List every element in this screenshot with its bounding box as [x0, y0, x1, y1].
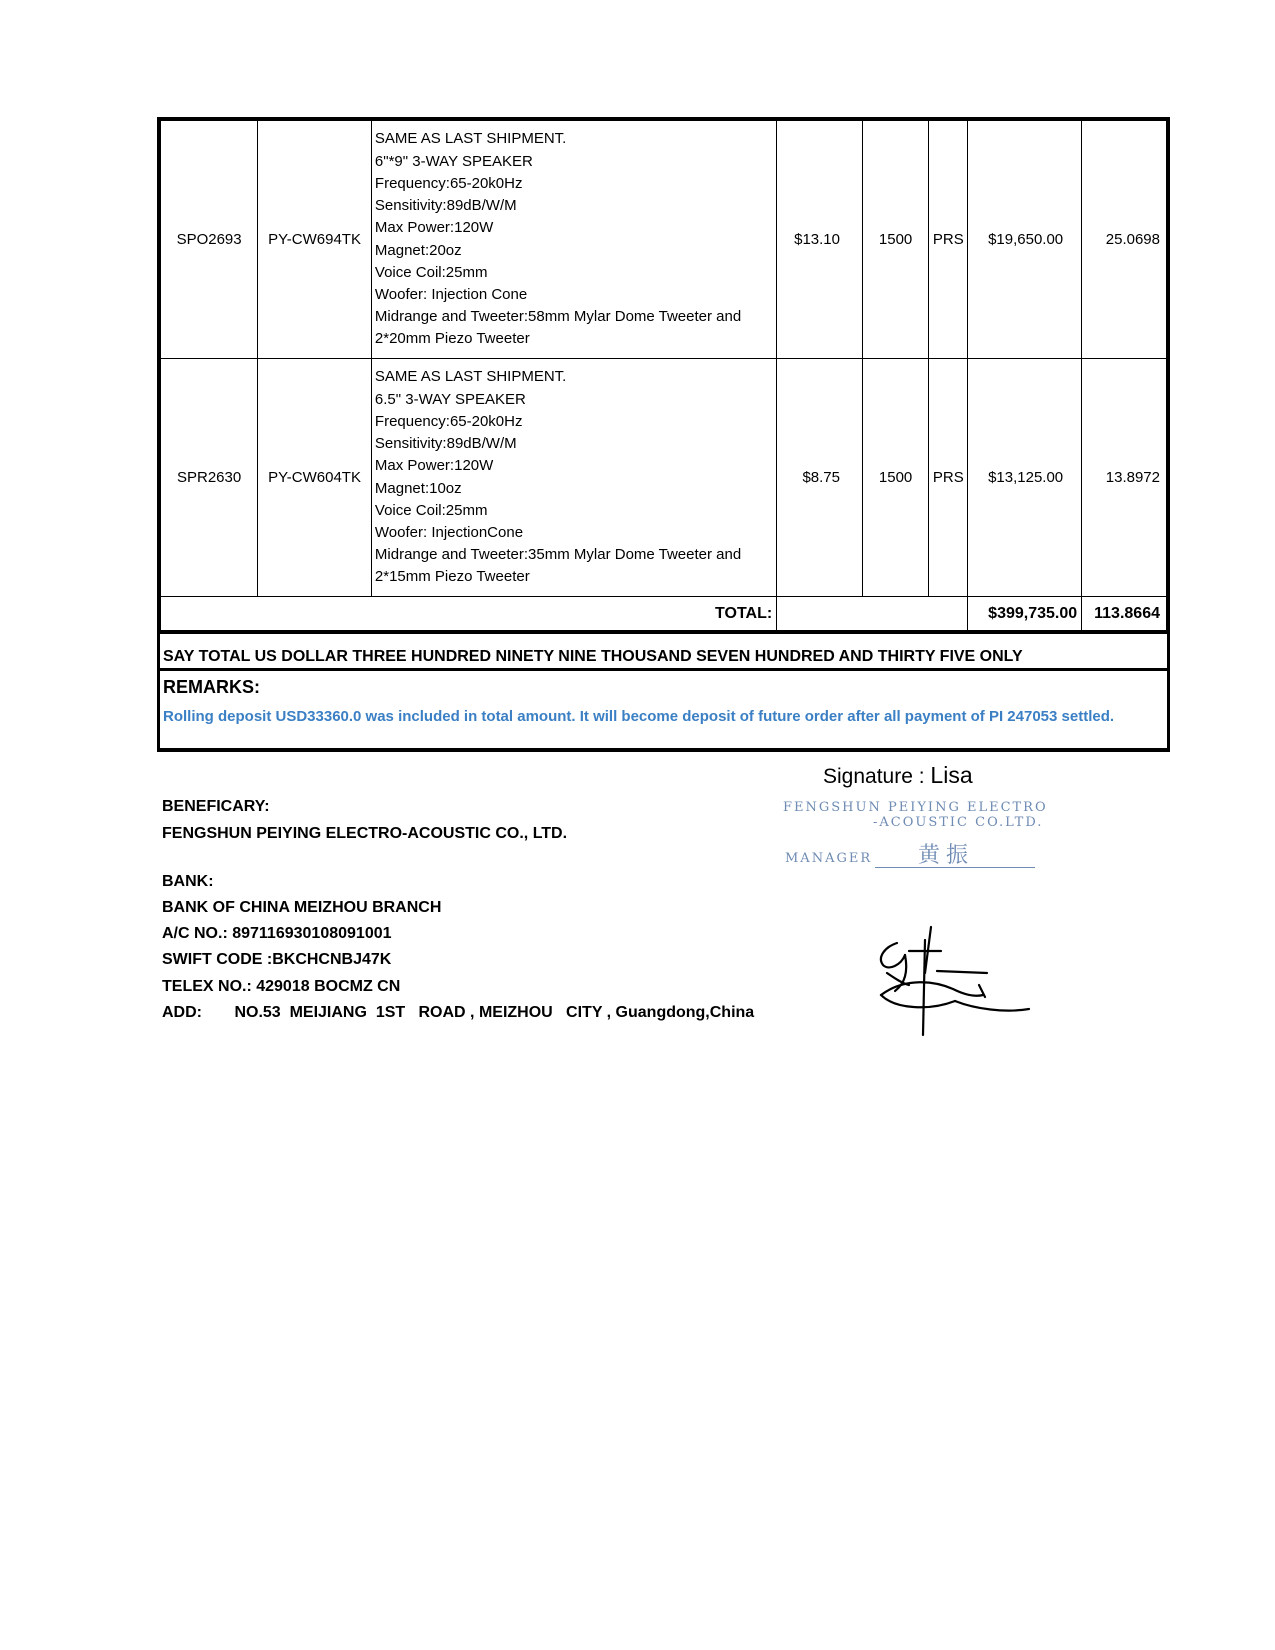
- remarks-title: REMARKS:: [163, 677, 260, 697]
- items-table: [160, 120, 1167, 631]
- address-label: ADD:: [162, 1004, 202, 1021]
- description-line: SAME AS LAST SHIPMENT.: [374, 368, 567, 386]
- description-line: Max Power:120W: [374, 457, 494, 475]
- signature-label: [823, 762, 973, 789]
- description-line: Max Power:120W: [374, 219, 494, 237]
- bank-address: [162, 1004, 754, 1022]
- bank-title: BANK:: [162, 873, 214, 890]
- amount: $13,125.00: [968, 359, 1082, 597]
- description-line: Voice Coil:25mm: [374, 501, 488, 519]
- stamp-manager: MANAGER: [785, 851, 873, 866]
- total-label: TOTAL:: [161, 597, 777, 631]
- stamp-line-2: -ACOUSTIC CO.LTD.: [873, 815, 1044, 830]
- total-spacer: [777, 597, 968, 631]
- bank-name: BANK OF CHINA MEIZHOU BRANCH: [162, 899, 442, 916]
- table-row: [161, 121, 1167, 359]
- model-number: PY-CW604TK: [258, 359, 372, 597]
- table-row: [161, 359, 1167, 597]
- amount: $19,650.00: [968, 121, 1082, 359]
- description-line: Frequency:65-20k0Hz: [374, 412, 523, 430]
- description-line: Woofer: InjectionCone: [374, 523, 524, 541]
- weight: 25.0698: [1082, 121, 1167, 359]
- description-line: Voice Coil:25mm: [374, 263, 488, 281]
- beneficiary-title: BENEFICARY:: [162, 798, 270, 815]
- total-weight: 113.8664: [1082, 597, 1167, 631]
- item-description: [371, 121, 776, 359]
- description-line: 6.5" 3-WAY SPEAKER: [374, 390, 526, 408]
- stamp-chop: 黄振: [918, 843, 975, 868]
- bank-swift: SWIFT CODE :BKCHCNBJ47K: [162, 951, 392, 968]
- description-line: Midrange and Tweeter:58mm Mylar Dome Tweeter and: [374, 308, 742, 326]
- weight: 13.8972: [1082, 359, 1167, 597]
- quantity: 1500: [863, 359, 929, 597]
- stamp-line-1: FENGSHUN PEIYING ELECTRO: [783, 800, 1048, 815]
- description-line: Magnet:20oz: [374, 241, 462, 259]
- quantity: 1500: [863, 121, 929, 359]
- company-stamp: [783, 800, 1048, 870]
- item-description: [371, 359, 776, 597]
- description-line: Sensitivity:89dB/W/M: [374, 435, 517, 453]
- signature-name: Lisa: [930, 762, 973, 788]
- description-line: SAME AS LAST SHIPMENT.: [374, 130, 567, 148]
- model-number: PY-CW694TK: [258, 121, 372, 359]
- bank-account: A/C NO.: 897116930108091001: [162, 925, 392, 942]
- total-row: [161, 597, 1167, 631]
- item-rows: [161, 121, 1167, 631]
- remarks-section: [160, 668, 1167, 748]
- unit: PRS: [929, 121, 968, 359]
- items-table-container: [157, 117, 1170, 752]
- unit: PRS: [929, 359, 968, 597]
- description-line: Frequency:65-20k0Hz: [374, 174, 523, 192]
- item-number: SPO2693: [161, 121, 258, 359]
- description-line: Magnet:10oz: [374, 479, 462, 497]
- say-total: SAY TOTAL US DOLLAR THREE HUNDRED NINETY NINE THOUSAND SEVEN HUNDRED AND THIRTY FIVE ONLY: [160, 631, 1167, 668]
- unit-price: $8.75: [777, 359, 863, 597]
- description-line: Midrange and Tweeter:35mm Mylar Dome Tweeter and: [374, 546, 742, 564]
- item-number: SPR2630: [161, 359, 258, 597]
- total-amount: $399,735.00: [968, 597, 1082, 631]
- handwritten-signature: [875, 925, 1035, 1055]
- bank-telex: TELEX NO.: 429018 BOCMZ CN: [162, 978, 401, 995]
- remarks-text: Rolling deposit USD33360.0 was included in total amount. It will become deposit of future order after all payment of PI 247053 settled.: [163, 708, 1115, 725]
- description-line: 2*20mm Piezo Tweeter: [374, 330, 530, 348]
- signature-label-text: Signature :: [823, 765, 925, 788]
- description-line: Woofer: Injection Cone: [374, 285, 528, 303]
- description-line: 6"*9" 3-WAY SPEAKER: [374, 152, 533, 170]
- beneficiary-name: FENGSHUN PEIYING ELECTRO-ACOUSTIC CO., LTD.: [162, 825, 568, 842]
- address-value: NO.53 MEIJIANG 1ST ROAD , MEIZHOU CITY , Guangdong,China: [234, 1004, 755, 1021]
- description-line: 2*15mm Piezo Tweeter: [374, 568, 530, 586]
- unit-price: $13.10: [777, 121, 863, 359]
- description-line: Sensitivity:89dB/W/M: [374, 197, 517, 215]
